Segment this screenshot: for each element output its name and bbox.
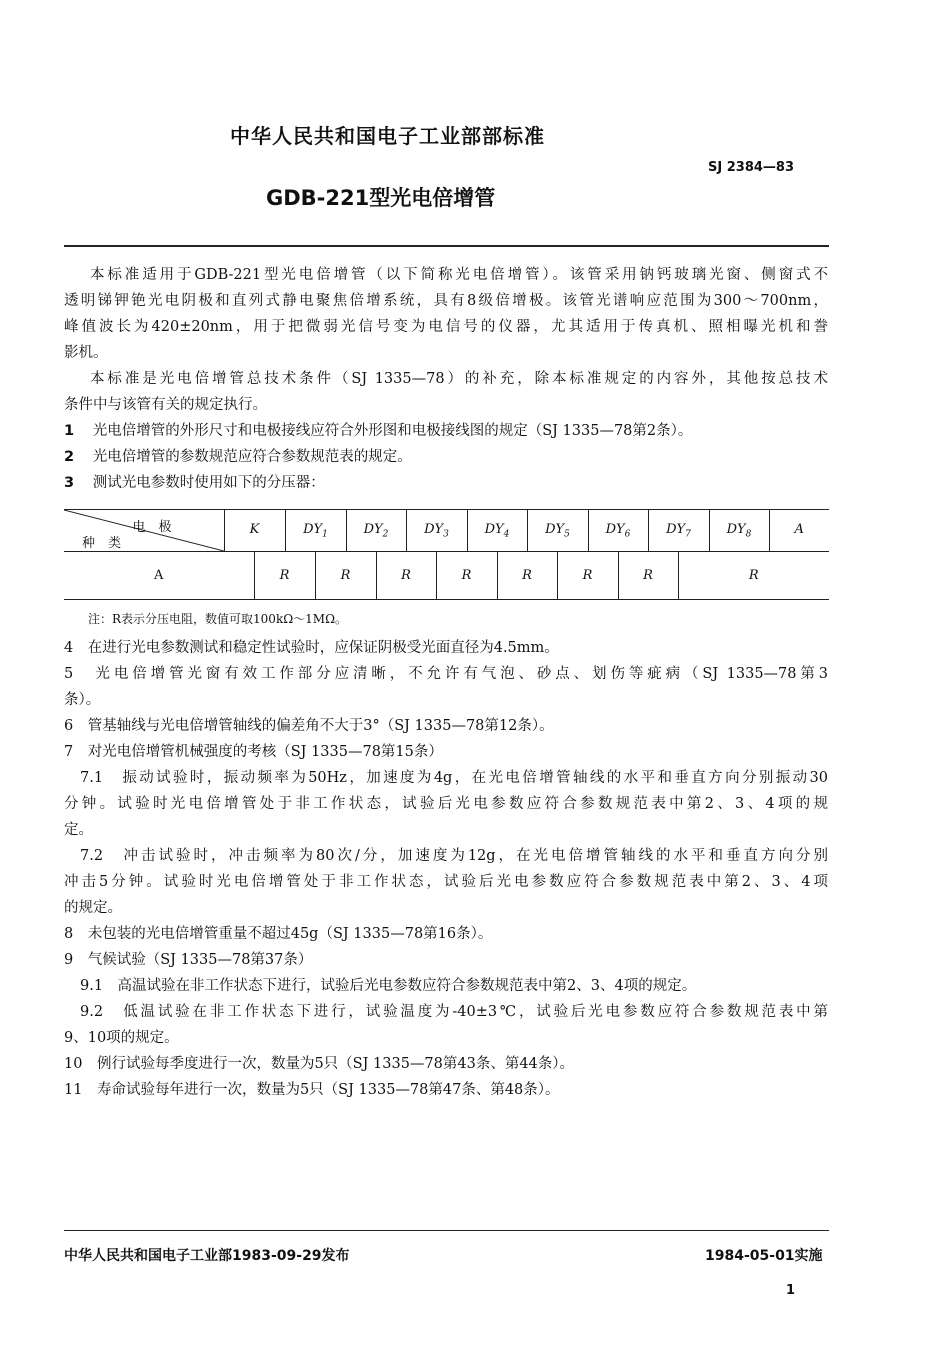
resistor-cell: R bbox=[315, 552, 376, 600]
resistor-cell: R bbox=[678, 552, 829, 600]
clause-7: 7 对光电倍增管机械强度的考核（SJ 1335—78第15条） bbox=[64, 744, 443, 760]
electrode-cell: $DY_4$ bbox=[467, 510, 527, 552]
footer-rule bbox=[64, 1230, 829, 1231]
clause-6: 6 管基轴线与光电倍增管轴线的偏差角不大于3°（SJ 1335—78第12条）。 bbox=[64, 718, 554, 734]
clause-text: 测试光电参数时使用如下的分压器： bbox=[92, 475, 325, 491]
voltage-divider-resistor-row bbox=[64, 551, 829, 600]
header-rule bbox=[64, 245, 829, 247]
row-type-label: A bbox=[64, 552, 254, 600]
clause-8: 8 未包装的光电倍增管重量不超过45g（SJ 1335—78第16条）。 bbox=[64, 926, 493, 942]
resistor-cell: R bbox=[557, 552, 618, 600]
clause-9: 9 气候试验（SJ 1335—78第37条） bbox=[64, 952, 313, 968]
clause-number: 3 bbox=[64, 475, 75, 491]
intro-line: 本标准是光电倍增管总技术条件（SJ 1335—78）的补充，除本标准规定的内容外，其他按总技术 bbox=[90, 371, 828, 387]
resistor-cell: R bbox=[618, 552, 678, 600]
resistor-cell: R bbox=[497, 552, 557, 600]
clause-5-cont: 条）。 bbox=[64, 692, 101, 708]
type-header-label: 种 类 bbox=[82, 536, 122, 551]
page-number: 1 bbox=[786, 1283, 796, 1298]
clause-9-2: 9.2 低温试验在非工作状态下进行，试验温度为-40±3℃，试验后光电参数应符合参数规范表中第 bbox=[80, 1004, 828, 1020]
resistor-cell: R bbox=[376, 552, 436, 600]
effective-date: 1984-05-01实施 bbox=[705, 1248, 823, 1264]
standard-number: SJ 2384—83 bbox=[708, 160, 794, 175]
clause-number: 2 bbox=[64, 449, 75, 465]
table-note: 注：R表示分压电阻，数值可取100kΩ～1MΩ。 bbox=[88, 612, 348, 626]
issuing-organization: 中华人民共和国电子工业部部标准 bbox=[230, 124, 545, 148]
clause-1 bbox=[64, 421, 692, 441]
electrode-cell: $DY_8$ bbox=[709, 510, 769, 552]
clause-7-2-cont: 冲击5分钟。试验时光电倍增管处于非工作状态，试验后光电参数应符合参数规范表中第2、3、4项 bbox=[64, 874, 828, 890]
electrode-cell: $DY_5$ bbox=[527, 510, 588, 552]
intro-line: 透明锑钾铯光电阴极和直列式静电聚焦倍增系统，具有8级倍增极。该管光谱响应范围为300～700nm， bbox=[64, 293, 828, 309]
issue-date: 中华人民共和国电子工业部1983-09-29发布 bbox=[64, 1248, 350, 1264]
intro-line: 峰值波长为420±20nm，用于把微弱光信号变为电信号的仪器，尤其适用于传真机、照相曝光机和誊 bbox=[64, 319, 828, 335]
clause-text: 光电倍增管的参数规范应符合参数规范表的规定。 bbox=[92, 449, 412, 465]
clause-9-1: 9.1 高温试验在非工作状态下进行，试验后光电参数应符合参数规范表中第2、3、4项的规定。 bbox=[80, 978, 697, 994]
electrode-cell: $DY_3$ bbox=[406, 510, 467, 552]
clause-text: 光电倍增管的外形尺寸和电极接线应符合外形图和电极接线图的规定（SJ 1335—78第2条）。 bbox=[92, 423, 693, 439]
resistor-cell: R bbox=[436, 552, 497, 600]
electrode-cell: K bbox=[224, 510, 285, 552]
electrode-cell: $DY_6$ bbox=[588, 510, 648, 552]
clause-number: 1 bbox=[64, 423, 75, 439]
clause-7-1-cont: 定。 bbox=[64, 822, 93, 838]
intro-line: 条件中与该管有关的规定执行。 bbox=[64, 397, 267, 413]
diagonal-header-cell bbox=[64, 510, 224, 552]
electrode-cell: A bbox=[769, 510, 829, 552]
clause-7-1-cont: 分钟。试验时光电倍增管处于非工作状态，试验后光电参数应符合参数规范表中第2、3、4项的规 bbox=[64, 796, 828, 812]
voltage-divider-table bbox=[64, 509, 829, 552]
clause-7-2-cont: 的规定。 bbox=[64, 900, 122, 916]
intro-line: 本标准适用于GDB-221型光电倍增管（以下简称光电倍增管）。该管采用钠钙玻璃光窗、侧窗式不 bbox=[90, 267, 828, 283]
intro-line: 影机。 bbox=[64, 345, 108, 361]
resistor-row bbox=[64, 552, 829, 600]
electrode-header-row bbox=[64, 510, 829, 552]
clause-5: 5 光电倍增管光窗有效工作部分应清晰，不允许有气泡、砂点、划伤等疵病（SJ 1335—78第3 bbox=[64, 666, 828, 682]
clause-9-2-cont: 9、10项的规定。 bbox=[64, 1030, 179, 1046]
electrode-header-label: 电 极 bbox=[132, 520, 172, 535]
resistor-cell: R bbox=[254, 552, 315, 600]
clause-3 bbox=[64, 473, 325, 493]
electrode-cell: $DY_1$ bbox=[285, 510, 346, 552]
electrode-cell: $DY_7$ bbox=[648, 510, 709, 552]
document-title: GDB-221型光电倍增管 bbox=[266, 186, 496, 210]
clause-2 bbox=[64, 447, 412, 467]
clause-7-1: 7.1 振动试验时，振动频率为50Hz，加速度为4g，在光电倍增管轴线的水平和垂直方向分别振动30 bbox=[80, 770, 828, 786]
clause-11: 11 寿命试验每年进行一次，数量为5只（SJ 1335—78第47条、第48条）。 bbox=[64, 1082, 560, 1098]
clause-7-2: 7.2 冲击试验时，冲击频率为80次/分，加速度为12g，在光电倍增管轴线的水平和垂直方向分别 bbox=[80, 848, 828, 864]
electrode-cell: $DY_2$ bbox=[346, 510, 406, 552]
clause-10: 10 例行试验每季度进行一次，数量为5只（SJ 1335—78第43条、第44条）。 bbox=[64, 1056, 575, 1072]
clause-4: 4 在进行光电参数测试和稳定性试验时，应保证阴极受光面直径为4.5mm。 bbox=[64, 640, 559, 656]
